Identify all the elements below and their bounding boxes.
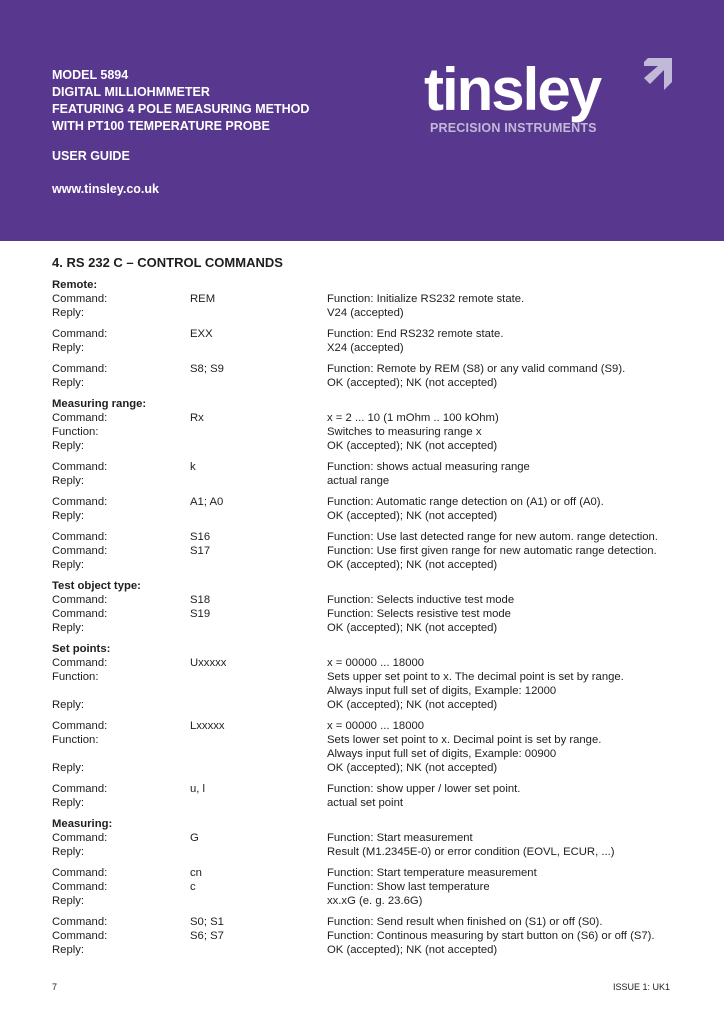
- command-row: [52, 929, 692, 943]
- command-group: [52, 278, 692, 390]
- command-code: cn: [190, 867, 202, 879]
- page-number: 7: [52, 982, 58, 992]
- product-title-line: WITH PT100 TEMPERATURE PROBE: [52, 119, 270, 133]
- group-title: Test object type:: [52, 580, 141, 592]
- command-code: k: [190, 461, 196, 473]
- command-row: [52, 327, 692, 341]
- command-list: [52, 278, 692, 964]
- row-description: Function: Initialize RS232 remote state.: [327, 293, 525, 305]
- command-row: [52, 894, 692, 908]
- row-label: Command:: [52, 720, 108, 732]
- row-description: x = 00000 ... 18000: [327, 657, 425, 669]
- command-row: [52, 544, 692, 558]
- row-description: Function: Use first given range for new automatic range detection.: [327, 545, 657, 557]
- row-description: actual set point: [327, 797, 403, 809]
- row-label: Reply:: [52, 846, 85, 858]
- row-description: Function: show upper / lower set point.: [327, 783, 521, 795]
- command-code: S0; S1: [190, 916, 224, 928]
- row-label: Reply:: [52, 475, 85, 487]
- row-description: OK (accepted); NK (not accepted): [327, 559, 498, 571]
- command-entry: [52, 866, 692, 908]
- command-row: [52, 621, 692, 635]
- row-label: Function:: [52, 426, 99, 438]
- row-description: V24 (accepted): [327, 307, 404, 319]
- row-label: Command:: [52, 608, 108, 620]
- logo-tagline: PRECISION INSTRUMENTS: [430, 121, 597, 135]
- command-row: [52, 761, 692, 775]
- command-row: [52, 782, 692, 796]
- command-code: Uxxxxx: [190, 657, 227, 669]
- command-entry: [52, 593, 692, 635]
- row-label: Reply:: [52, 510, 85, 522]
- command-row: [52, 796, 692, 810]
- website-link[interactable]: www.tinsley.co.uk: [52, 182, 159, 196]
- row-description: OK (accepted); NK (not accepted): [327, 377, 498, 389]
- tinsley-logo: [424, 58, 674, 138]
- row-description: Result (M1.2345E-0) or error condition (EOVL, ECUR, ...): [327, 846, 615, 858]
- row-label: Reply:: [52, 377, 85, 389]
- row-label: Command:: [52, 657, 108, 669]
- row-description: actual range: [327, 475, 390, 487]
- row-label: Reply:: [52, 944, 85, 956]
- command-row: [52, 474, 692, 488]
- row-label: Function:: [52, 671, 99, 683]
- row-description: Function: Use last detected range for new autom. range detection.: [327, 531, 658, 543]
- command-code: S6; S7: [190, 930, 224, 942]
- command-code: A1; A0: [190, 496, 224, 508]
- row-description: Function: Automatic range detection on (A1) or off (A0).: [327, 496, 604, 508]
- command-row: [52, 530, 692, 544]
- row-label: Command:: [52, 783, 108, 795]
- row-label: Command:: [52, 293, 108, 305]
- command-code: S18: [190, 594, 211, 606]
- row-description: OK (accepted); NK (not accepted): [327, 510, 498, 522]
- row-description: OK (accepted); NK (not accepted): [327, 440, 498, 452]
- product-title-line: DIGITAL MILLIOHMMETER: [52, 85, 210, 99]
- user-guide-label: USER GUIDE: [52, 149, 130, 163]
- command-row: [52, 880, 692, 894]
- row-description: Function: Selects resistive test mode: [327, 608, 511, 620]
- row-label: Command:: [52, 496, 108, 508]
- command-entry: [52, 656, 692, 712]
- command-code: Rx: [190, 412, 204, 424]
- command-entry: [52, 782, 692, 810]
- row-description: Function: shows actual measuring range: [327, 461, 530, 473]
- row-description: OK (accepted); NK (not accepted): [327, 762, 498, 774]
- command-entry: [52, 292, 692, 320]
- row-label: Reply:: [52, 622, 85, 634]
- command-row: [52, 341, 692, 355]
- row-description: Function: Show last temperature: [327, 881, 490, 893]
- row-label: Command:: [52, 531, 108, 543]
- row-label: Command:: [52, 832, 108, 844]
- command-row: [52, 558, 692, 572]
- command-row: [52, 943, 692, 957]
- row-description: xx.xG (e. g. 23.6G): [327, 895, 423, 907]
- command-row: [52, 831, 692, 845]
- command-code: u, l: [190, 783, 206, 795]
- row-label: Command:: [52, 930, 108, 942]
- command-row: [52, 733, 692, 747]
- product-title-block: [52, 67, 309, 135]
- row-label: Reply:: [52, 895, 85, 907]
- row-description: x = 00000 ... 18000: [327, 720, 425, 732]
- row-label: Command:: [52, 328, 108, 340]
- row-description: Always input full set of digits, Example: 00900: [327, 748, 557, 760]
- row-description: Function: Send result when finished on (S1) or off (S0).: [327, 916, 603, 928]
- row-label: Command:: [52, 545, 108, 557]
- row-description: Sets upper set point to x. The decimal point is set by range.: [327, 671, 624, 683]
- header-banner: [0, 0, 724, 241]
- command-code: S19: [190, 608, 211, 620]
- row-description: X24 (accepted): [327, 342, 404, 354]
- command-row: [52, 509, 692, 523]
- command-group: [52, 642, 692, 810]
- command-entry: [52, 831, 692, 859]
- command-row: [52, 698, 692, 712]
- row-label: Reply:: [52, 307, 85, 319]
- command-code: S8; S9: [190, 363, 224, 375]
- command-entry: [52, 495, 692, 523]
- command-code: S17: [190, 545, 211, 557]
- row-label: Command:: [52, 594, 108, 606]
- issue-label: ISSUE 1: UK1: [612, 982, 670, 992]
- command-entry: [52, 460, 692, 488]
- group-title: Measuring range:: [52, 398, 147, 410]
- command-code: Lxxxxx: [190, 720, 225, 732]
- product-title-line: FEATURING 4 POLE MEASURING METHOD: [52, 102, 310, 116]
- row-description: Function: End RS232 remote state.: [327, 328, 504, 340]
- row-description: Function: Selects inductive test mode: [327, 594, 515, 606]
- command-code: c: [190, 881, 196, 893]
- row-description: OK (accepted); NK (not accepted): [327, 944, 498, 956]
- row-label: Reply:: [52, 559, 85, 571]
- command-row: [52, 439, 692, 453]
- command-row: [52, 915, 692, 929]
- row-label: Command:: [52, 412, 108, 424]
- row-label: Command:: [52, 881, 108, 893]
- command-row: [52, 460, 692, 474]
- command-group: [52, 817, 692, 957]
- command-row: [52, 425, 692, 439]
- row-description: OK (accepted); NK (not accepted): [327, 699, 498, 711]
- row-label: Command:: [52, 461, 108, 473]
- command-row: [52, 292, 692, 306]
- command-row: [52, 495, 692, 509]
- command-row: [52, 306, 692, 320]
- row-label: Function:: [52, 734, 99, 746]
- command-row: [52, 362, 692, 376]
- row-description: Always input full set of digits, Example: 12000: [327, 685, 557, 697]
- command-row: [52, 719, 692, 733]
- command-group: [52, 397, 692, 572]
- logo-wordmark: tinsley: [424, 56, 601, 123]
- command-row: [52, 845, 692, 859]
- row-label: Command:: [52, 363, 108, 375]
- command-entry: [52, 719, 692, 775]
- row-label: Reply:: [52, 797, 85, 809]
- section-title: 4. RS 232 C – CONTROL COMMANDS: [52, 255, 283, 270]
- row-description: Switches to measuring range x: [327, 426, 482, 438]
- command-entry: [52, 915, 692, 957]
- row-description: Function: Start measurement: [327, 832, 473, 844]
- row-description: Function: Remote by REM (S8) or any valid command (S9).: [327, 363, 626, 375]
- row-label: Command:: [52, 867, 108, 879]
- command-code: G: [190, 832, 199, 844]
- command-code: S16: [190, 531, 211, 543]
- command-entry: [52, 327, 692, 355]
- command-row: [52, 866, 692, 880]
- row-description: x = 2 ... 10 (1 mOhm .. 100 kOhm): [327, 412, 499, 424]
- row-label: Command:: [52, 916, 108, 928]
- command-row: [52, 607, 692, 621]
- row-description: Function: Continous measuring by start button on (S6) or off (S7).: [327, 930, 655, 942]
- row-description: Function: Start temperature measurement: [327, 867, 537, 879]
- command-code: REM: [190, 293, 216, 305]
- command-code: EXX: [190, 328, 213, 340]
- row-description: Sets lower set point to x. Decimal point is set by range.: [327, 734, 602, 746]
- row-label: Reply:: [52, 762, 85, 774]
- command-entry: [52, 411, 692, 453]
- command-entry: [52, 530, 692, 572]
- product-title-line: MODEL 5894: [52, 68, 129, 82]
- group-title: Measuring:: [52, 818, 113, 830]
- logo-arrow-icon: [644, 58, 672, 94]
- row-label: Reply:: [52, 342, 85, 354]
- command-row: [52, 593, 692, 607]
- row-label: Reply:: [52, 440, 85, 452]
- command-row: [52, 747, 692, 761]
- command-row: [52, 670, 692, 684]
- row-label: Reply:: [52, 699, 85, 711]
- command-group: [52, 579, 692, 635]
- command-row: [52, 411, 692, 425]
- command-entry: [52, 362, 692, 390]
- command-row: [52, 656, 692, 670]
- command-row: [52, 684, 692, 698]
- row-description: OK (accepted); NK (not accepted): [327, 622, 498, 634]
- group-title: Remote:: [52, 279, 98, 291]
- group-title: Set points:: [52, 643, 111, 655]
- command-row: [52, 376, 692, 390]
